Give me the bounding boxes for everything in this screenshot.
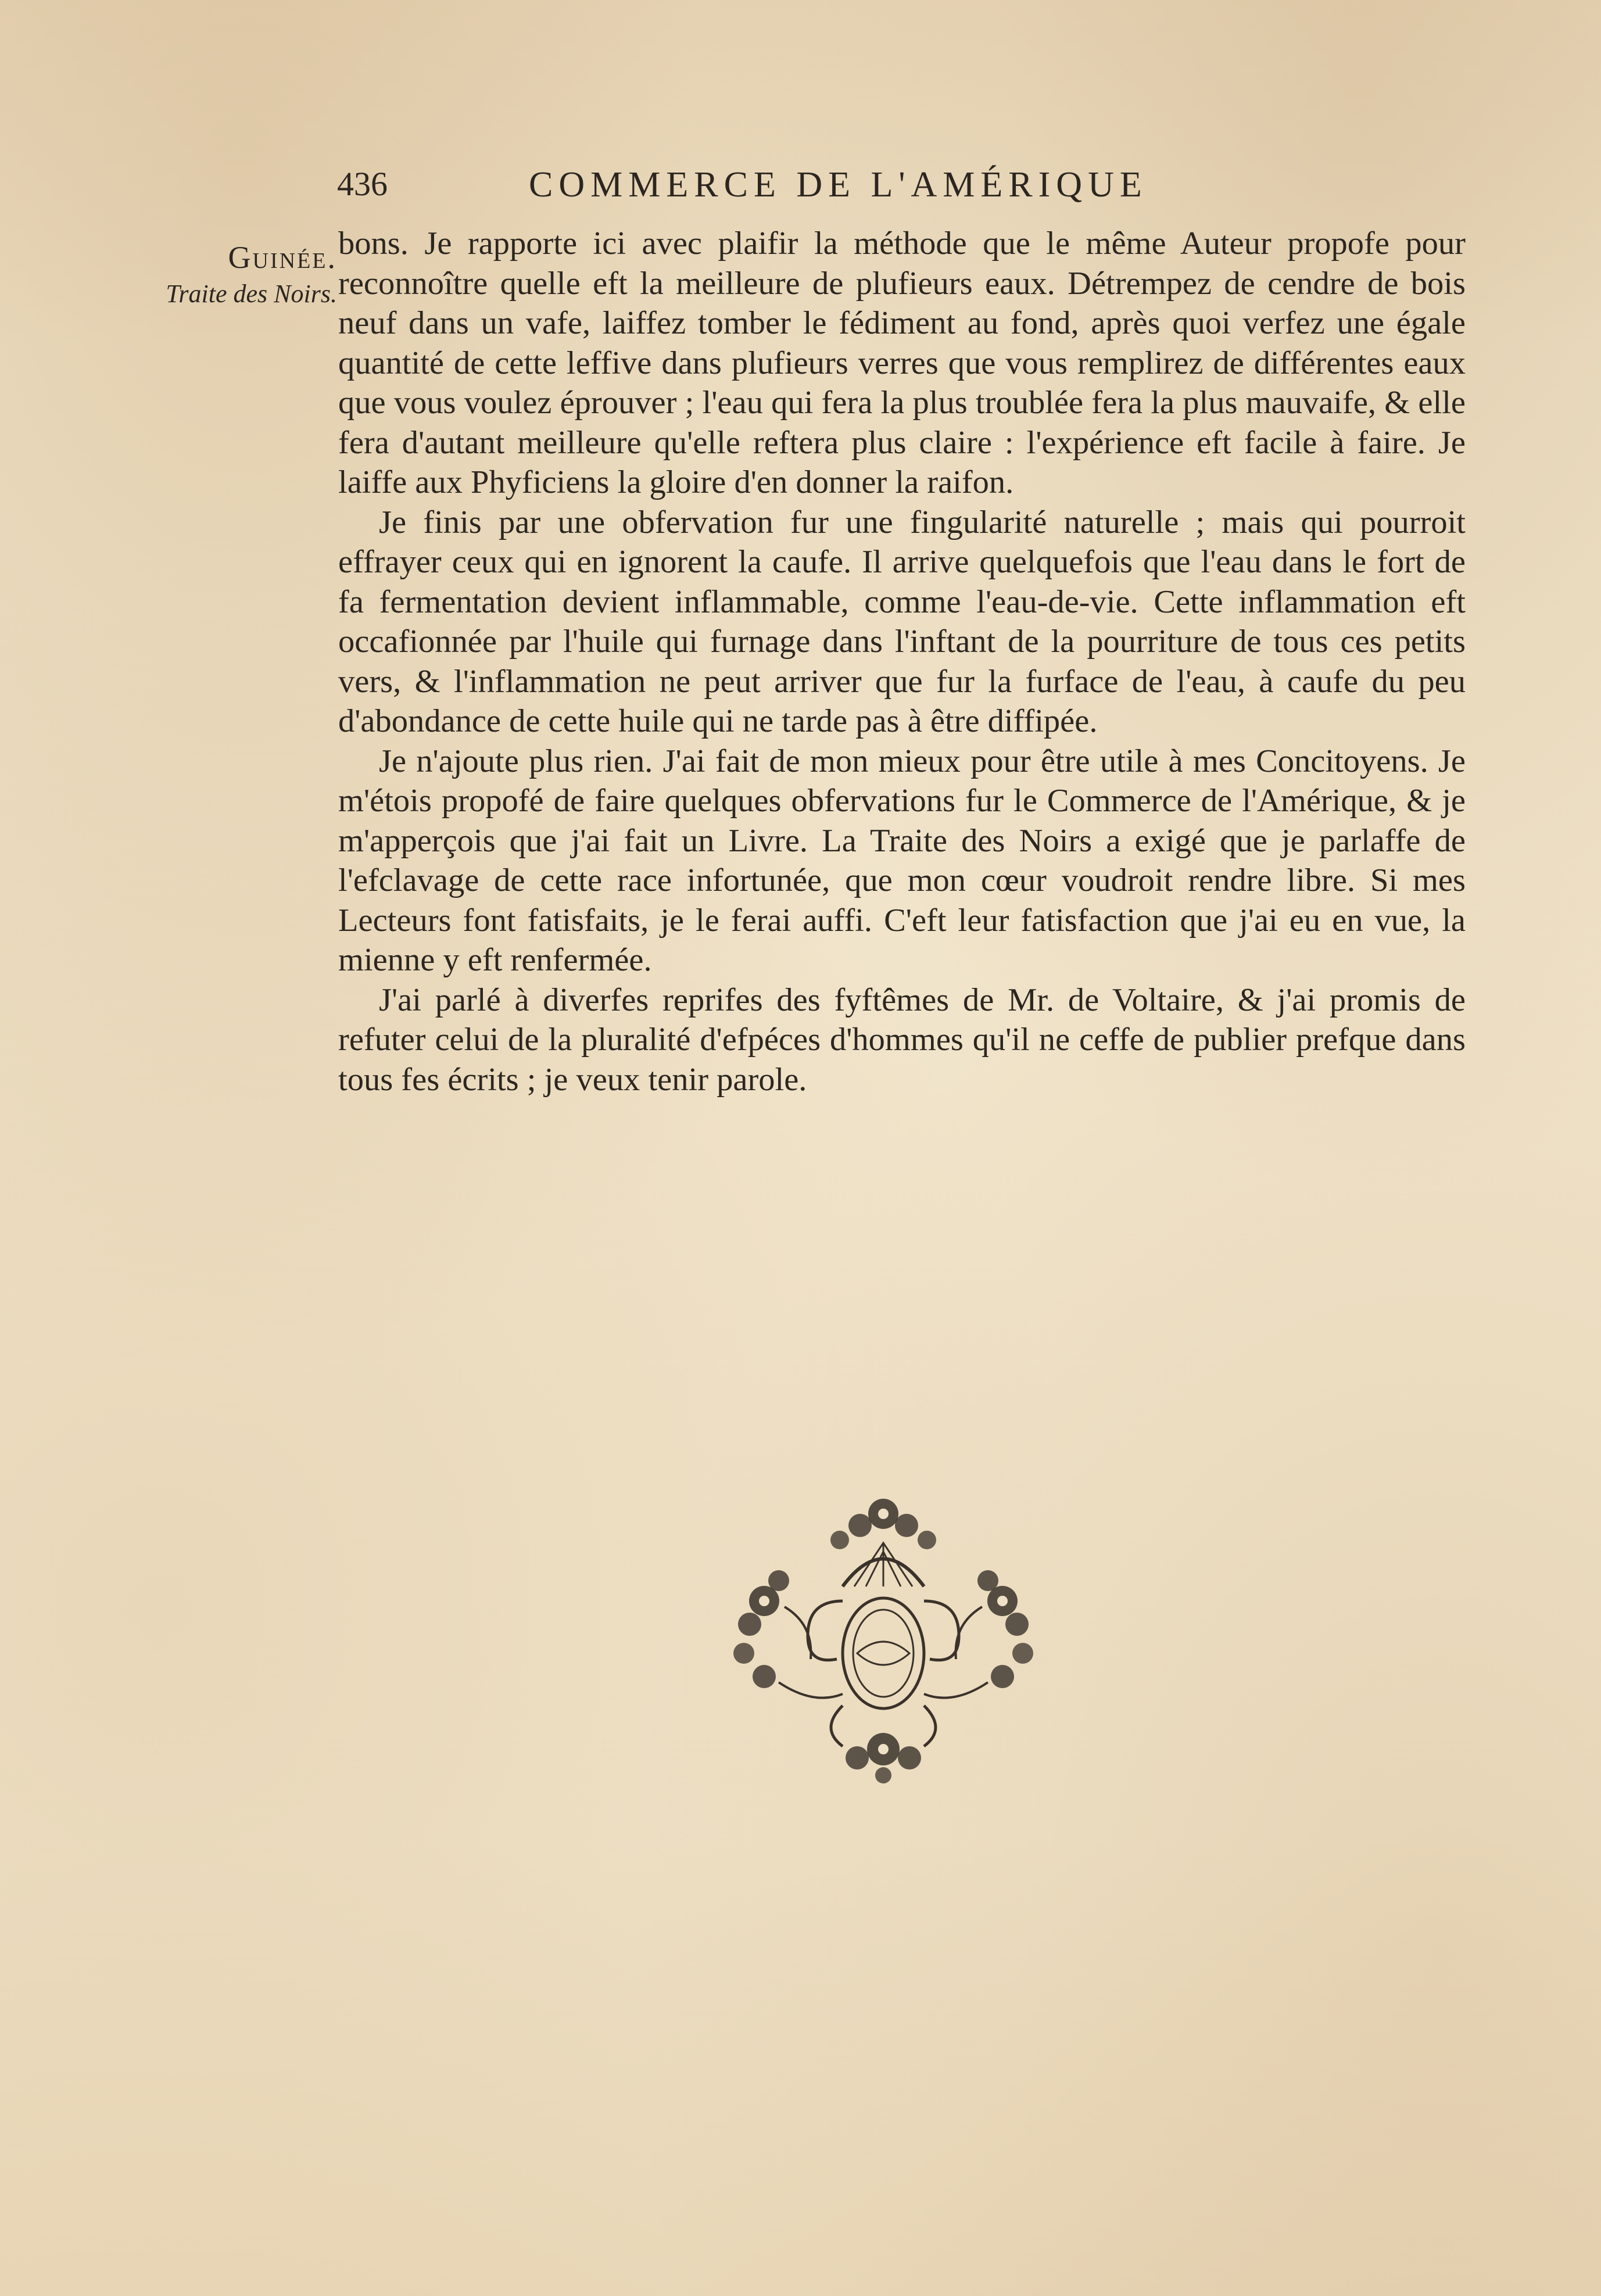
paragraph-conclusion: Je n'ajoute plus rien. J'ai fait de mon mieux pour être utile à mes Concitoyens. Je m'étois propofé de faire quelques obfervations fur le Commerce de l'Amérique, & je m'apperçois que j'ai fait un Livre. La Traite des Noirs a exigé que je parlaffe de l'efclavage de cette race infortunée, que mon cœur voudroit rendre libre. Si mes Lecteurs font fatisfaits, je le ferai auffi. C'eft leur fatisfaction que j'ai eu en vue, la mienne y eft renfermée. [338,743,1466,978]
margin-note-guinee: Guinée. [228,240,337,275]
page-number: 436 [337,165,388,203]
body-text [338,224,1466,1099]
paragraph-voltaire: J'ai parlé à diverfes reprifes des fyftêmes de Mr. de Voltaire, & j'ai promis de refuter celui de la pluralité d'efpéces d'hommes qu'il ne ceffe de publier prefque dans tous fes écrits ; je veux tenir parole. [338,982,1466,1098]
running-head: COMMERCE DE L'AMÉRIQUE [529,165,1148,205]
floral-vignette-icon [709,1485,1058,1787]
page-header [337,160,1313,212]
margin-notes [116,238,337,311]
paragraph-observation: Je finis par une obfervation fur une fingularité naturelle ; mais qui pourroit effrayer ceux qui en ignorent la caufe. Il arrive quelquefois que l'eau dans le fort de fa fermentation devient inflammable, comme l'eau-de-vie. Cette inflammation eft occafionnée par l'huile qui furnage dans l'inftant de la pourriture de tous ces petits vers, & l'inflammation ne peut arriver que fur la furface de l'eau, à caufe du peu d'abondance de cette huile qui ne tarde pas à être diffipée. [338,504,1466,739]
paragraph-continuation: bons. Je rapporte ici avec plaifir la méthode que le même Auteur propofe pour reconnoître quelle eft la meilleure de plufieurs eaux. Détrempez de cendre de bois neuf dans un vafe, laiffez tomber le fédiment au fond, après quoi verfez une égale quantité de cette leffive dans plufieurs verres que vous remplirez de différentes eaux que vous voulez éprouver ; l'eau qui fera la plus troublée fera la plus mauvaife, & elle fera d'autant meilleure qu'elle reftera plus claire : l'expérience eft facile à faire. Je laiffe aux Phyficiens la gloire d'en donner la raifon. [338,225,1466,500]
margin-note-traite: Traite des Noirs. [166,280,337,308]
